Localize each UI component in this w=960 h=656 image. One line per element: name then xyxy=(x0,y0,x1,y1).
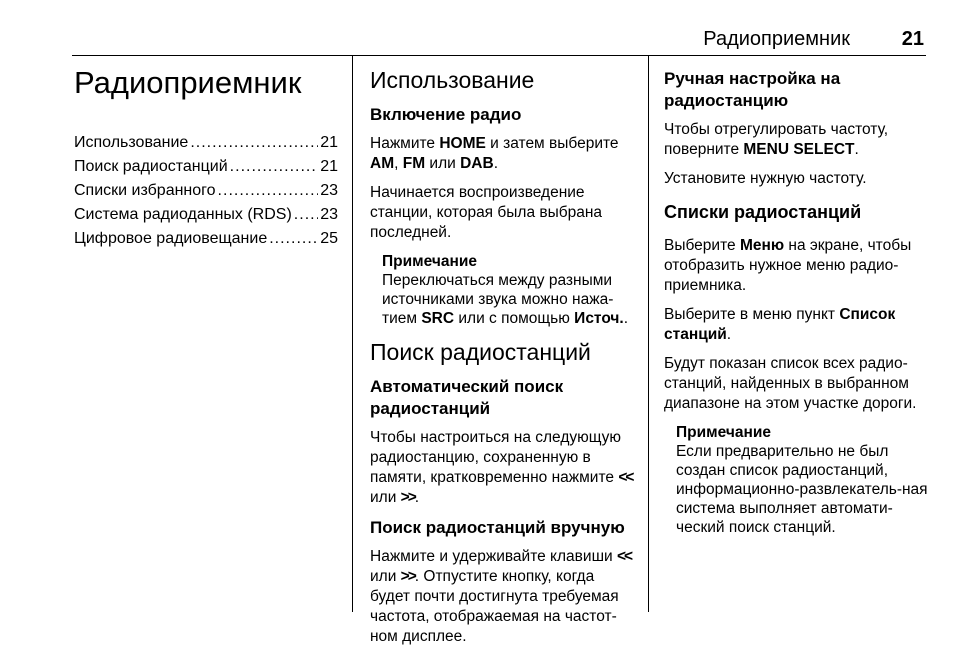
paragraph-menu: Выберите Меню на экране, чтобы отобразить нужное меню радио-приемника. xyxy=(664,237,912,294)
toc-label: Списки избранного xyxy=(74,182,216,199)
column-usage xyxy=(370,58,638,656)
toc-label: Поиск радиостанций xyxy=(74,158,228,175)
column-tuning xyxy=(664,58,928,547)
column-divider-2 xyxy=(648,56,649,612)
note-text: Если предварительно не был создан список радиостанций, информационно-развлекатель-ная система выполняет автомати-ческий поиск станций. xyxy=(676,443,928,536)
paragraph-manual-search: Нажмите и удерживайте клавиши << или >>. Отпустите кнопку, когда будет почти достигнута требуемая частота, отображаемая на частот-ном дисплее. xyxy=(370,548,632,645)
toc-label: Цифровое радиовещание xyxy=(74,230,268,247)
note-title: Примечание xyxy=(382,253,477,270)
toc-label: Система радиоданных (RDS) xyxy=(74,206,292,223)
subsection-title-auto: Автоматический поиск радиостанций xyxy=(370,377,564,418)
toc-dots xyxy=(294,204,318,226)
paragraph-tune: Чтобы отрегулировать частоту, поверните MENU SELECT. xyxy=(664,121,889,158)
table-of-contents xyxy=(74,132,338,250)
chapter-title: Радиоприемник xyxy=(74,65,302,100)
toc-dots xyxy=(269,228,318,250)
page-header xyxy=(72,28,926,52)
toc-item-station-search[interactable] xyxy=(74,156,338,178)
toc-item-digital-radio[interactable] xyxy=(74,228,338,250)
header-rule xyxy=(72,55,926,56)
section-title-lists: Списки радиостанций xyxy=(664,202,862,222)
column-divider-1 xyxy=(352,56,353,612)
toc-page: 21 xyxy=(320,158,338,175)
paragraph-enable: Нажмите HOME и затем выберите AM, FM или DAB. xyxy=(370,135,619,172)
note-box xyxy=(382,252,638,328)
paragraph-station-list: Выберите в меню пункт Список станций. xyxy=(664,306,896,343)
note-title: Примечание xyxy=(676,424,771,441)
seek-back-icon: << xyxy=(618,469,633,486)
note-text: Переключаться между разными источниками звука можно нажа-тием SRC или с помощью Источ.. xyxy=(382,272,629,327)
section-title-search: Поиск радиостанций xyxy=(370,339,591,365)
paragraph-auto-search: Чтобы настроиться на следующую радиостанцию, сохраненную в памяти, кратковременно нажмите << или >>. xyxy=(370,429,633,506)
paragraph-list-shown: Будут показан список всех радио-станций, найденных в выбранном диапазоне на этом участке дороги. xyxy=(664,355,917,412)
note-box xyxy=(676,423,928,537)
seek-forward-icon: >> xyxy=(400,489,415,506)
subsection-title-enable: Включение радио xyxy=(370,105,522,124)
subsection-title-manual-tune: Ручная настройка на радиостанцию xyxy=(664,69,841,110)
header-title: Радиоприемник xyxy=(703,28,850,50)
toc-page: 23 xyxy=(320,206,338,223)
toc-dots xyxy=(190,132,318,154)
seek-forward-icon: >> xyxy=(400,568,415,585)
page-number: 21 xyxy=(901,28,924,50)
seek-back-icon: << xyxy=(616,548,632,565)
toc-item-rds[interactable] xyxy=(74,204,338,226)
toc-dots xyxy=(230,156,319,178)
toc-item-usage[interactable] xyxy=(74,132,338,154)
column-toc xyxy=(74,58,338,252)
toc-page: 21 xyxy=(320,134,338,151)
toc-label: Использование xyxy=(74,134,189,151)
subsection-title-manual: Поиск радиостанций вручную xyxy=(370,518,625,537)
toc-dots xyxy=(218,180,319,202)
toc-page: 23 xyxy=(320,182,338,199)
section-title-usage: Использование xyxy=(370,67,535,93)
paragraph-set-frequency: Установите нужную частоту. xyxy=(664,170,867,187)
paragraph-last-station: Начинается воспроизведение станции, которая была выбрана последней. xyxy=(370,184,603,241)
toc-page: 25 xyxy=(320,230,338,247)
toc-item-favourites[interactable] xyxy=(74,180,338,202)
